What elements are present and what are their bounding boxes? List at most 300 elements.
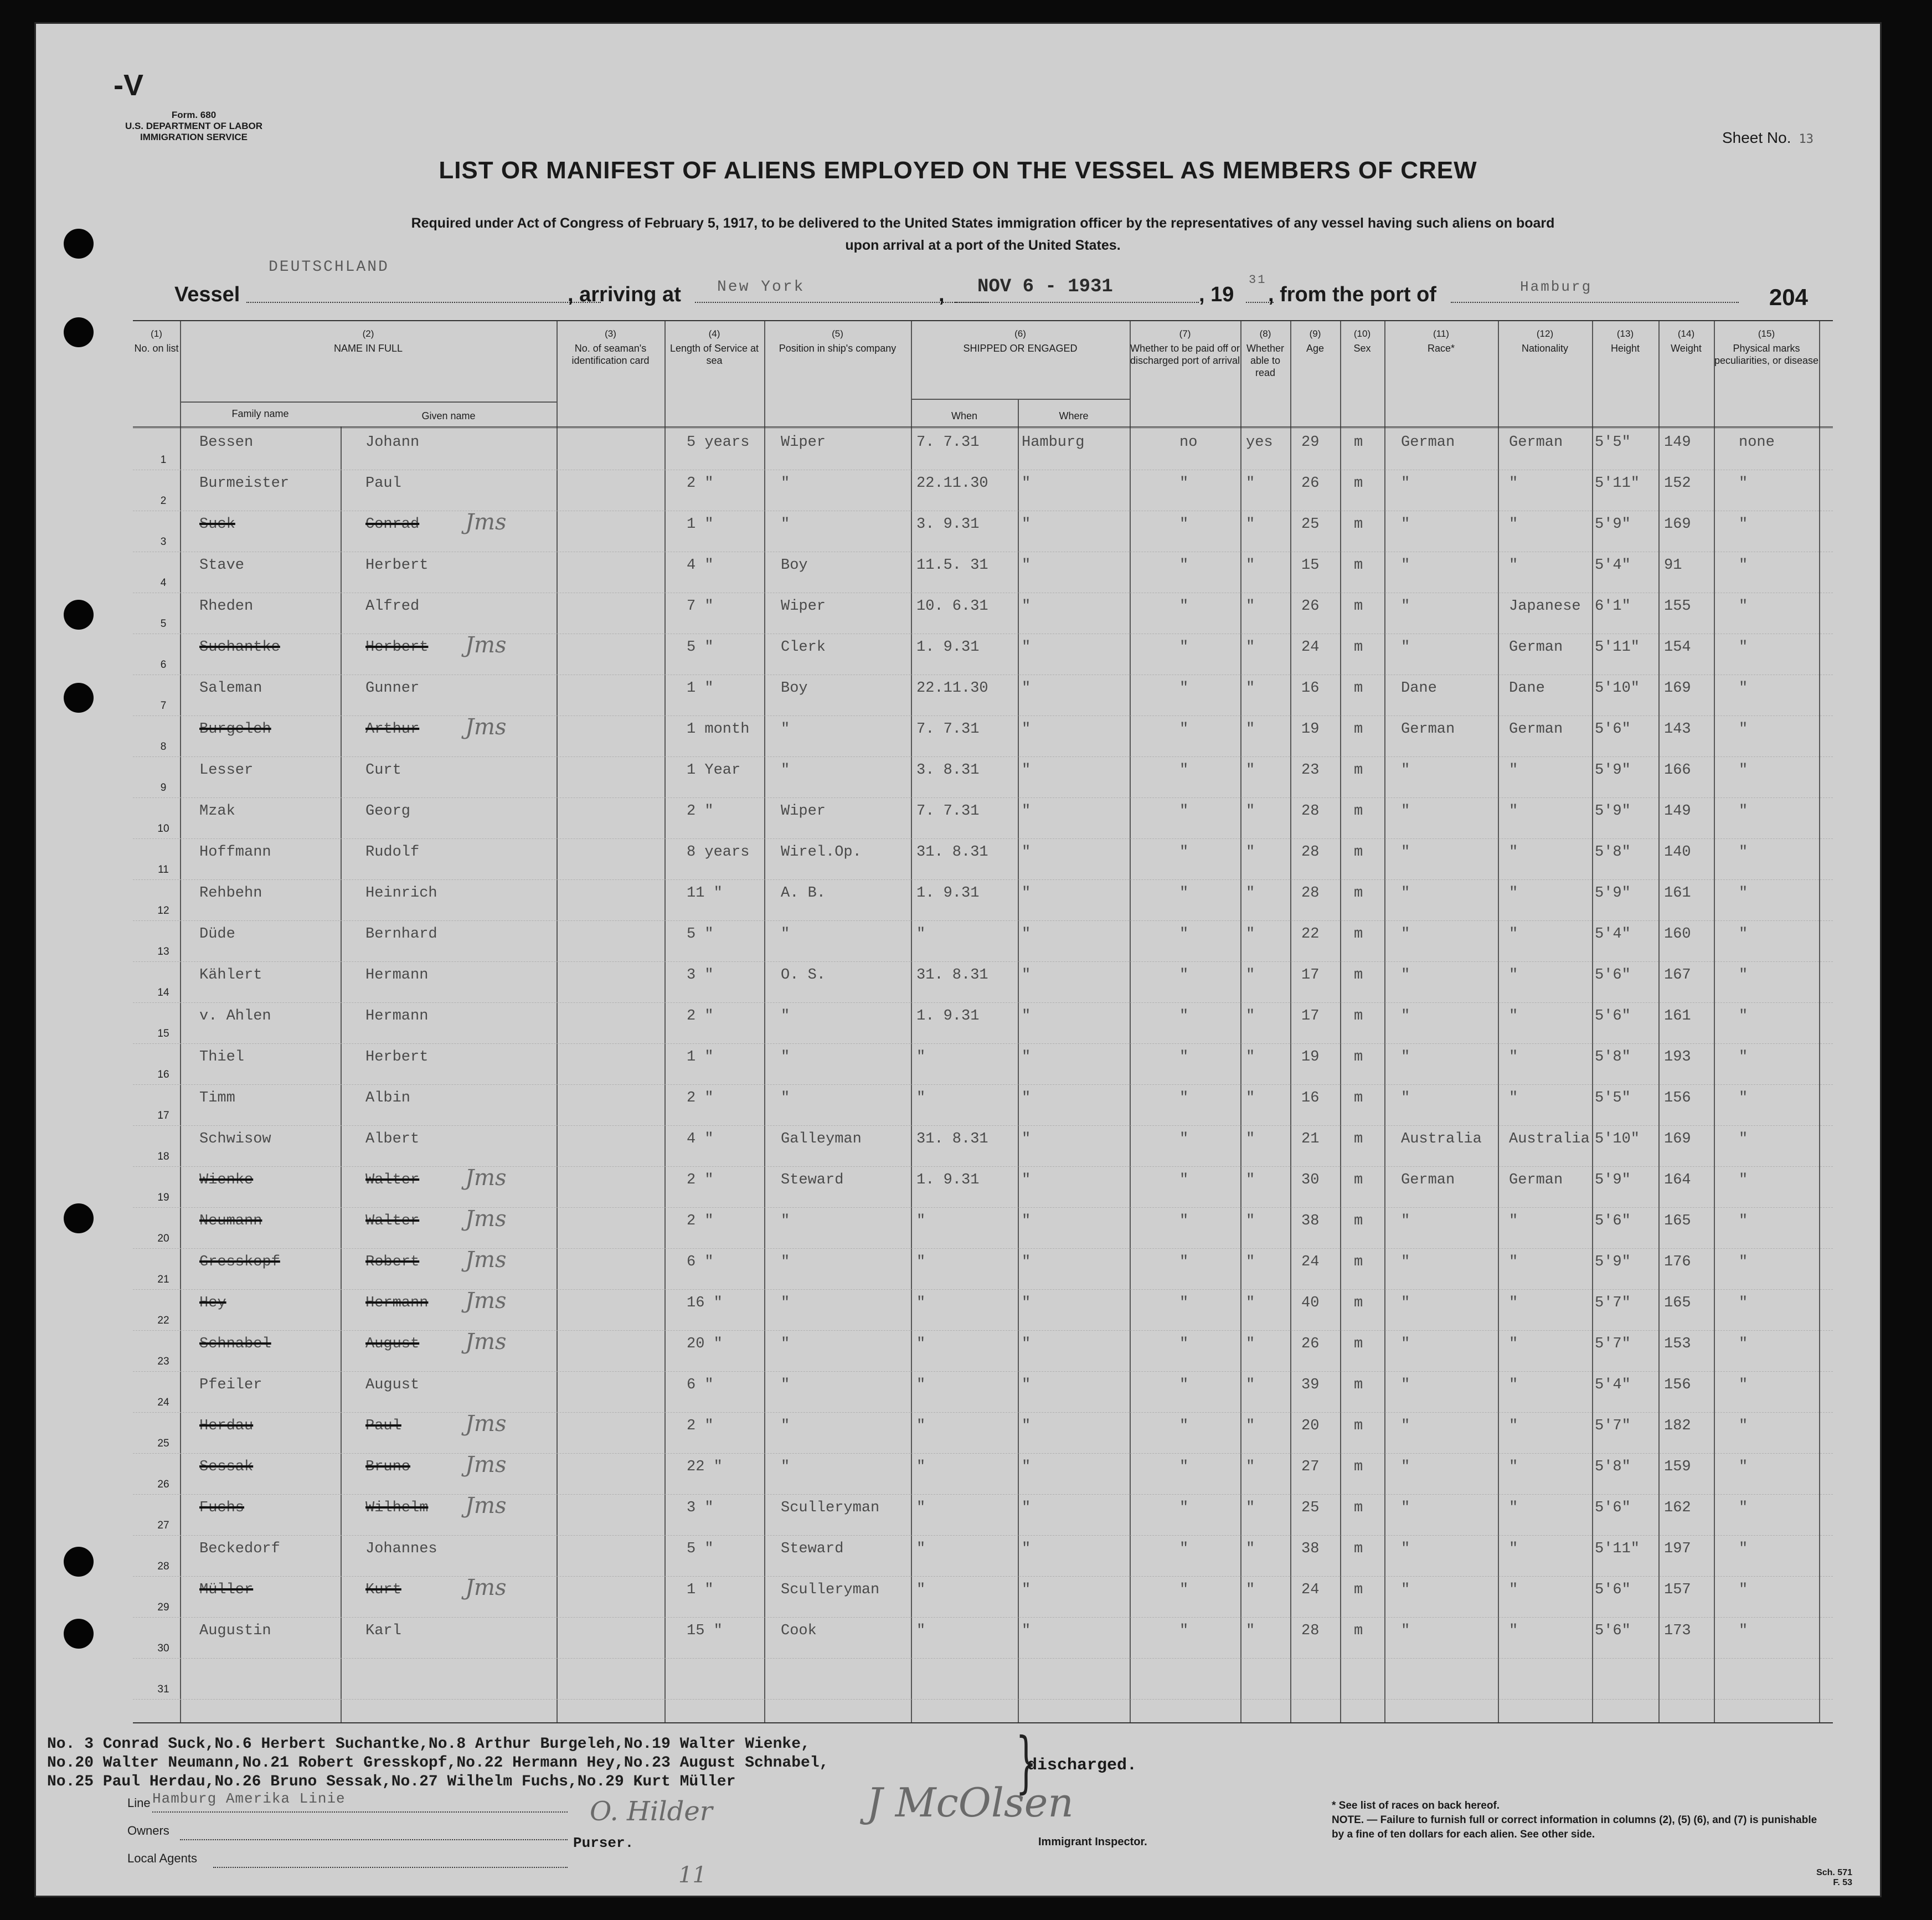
- owners-label: Owners: [127, 1824, 169, 1837]
- cell-age: 30: [1301, 1172, 1320, 1188]
- cell-height: 5'4": [1595, 926, 1631, 943]
- cell-paid-off: ": [1179, 1131, 1189, 1147]
- handwritten-mark: Jms: [465, 1411, 507, 1437]
- agents-label: Local Agents: [127, 1851, 197, 1865]
- cell-shipped-where: ": [1022, 680, 1031, 697]
- cell-position: Sculleryman: [781, 1500, 880, 1516]
- column-divider: [180, 321, 181, 1722]
- cell-race: ": [1401, 762, 1410, 779]
- row-rule: [133, 797, 1833, 798]
- cell-race: ": [1401, 803, 1410, 820]
- schedule-number: Sch. 571 F. 53: [1816, 1868, 1852, 1887]
- cell-age: 26: [1301, 598, 1320, 615]
- cell-shipped-when: ": [916, 1295, 926, 1311]
- cell-family-name: Suchantke: [199, 639, 280, 656]
- cell-shipped-where: ": [1022, 762, 1031, 779]
- cell-race: ": [1401, 967, 1410, 984]
- cell-able-to-read: ": [1246, 1500, 1255, 1516]
- cell-shipped-when: ": [916, 1213, 926, 1229]
- cell-position: Wiper: [781, 434, 826, 451]
- column-divider: [1240, 321, 1241, 1722]
- header-position: (5) Position in ship's company: [779, 328, 897, 354]
- cell-given-name: Albert: [365, 1131, 420, 1147]
- cell-shipped-where: ": [1022, 516, 1031, 533]
- cell-length-of-service: 1 ": [687, 1049, 714, 1065]
- cell-paid-off: ": [1179, 1008, 1189, 1025]
- row-rule: [133, 1371, 1833, 1372]
- cell-age: 24: [1301, 639, 1320, 656]
- cell-sex: m: [1354, 475, 1363, 492]
- cell-length-of-service: 3 ": [687, 1500, 714, 1516]
- cell-shipped-where: ": [1022, 1377, 1031, 1393]
- cell-sex: m: [1354, 1418, 1363, 1434]
- cell-race: ": [1401, 1500, 1410, 1516]
- punch-hole: [64, 229, 94, 259]
- cell-age: 27: [1301, 1459, 1320, 1475]
- cell-sex: m: [1354, 1459, 1363, 1475]
- cell-able-to-read: ": [1246, 1582, 1255, 1598]
- cell-physical-marks: ": [1739, 1213, 1748, 1229]
- cell-family-name: Pfeiler: [199, 1377, 262, 1393]
- cell-shipped-when: ": [916, 1254, 926, 1270]
- cell-weight: 153: [1664, 1336, 1691, 1352]
- page-title: LIST OR MANIFEST OF ALIENS EMPLOYED ON THE VESSEL AS MEMBERS OF CREW: [439, 157, 1477, 184]
- row-rule: [133, 1289, 1833, 1290]
- column-divider: [1592, 321, 1593, 1722]
- cell-shipped-where: ": [1022, 475, 1031, 492]
- cell-length-of-service: 11 ": [687, 885, 723, 902]
- cell-position: ": [781, 1008, 790, 1025]
- row-number: 7: [160, 700, 167, 712]
- header-rule: [133, 426, 1833, 428]
- cell-race: ": [1401, 844, 1410, 861]
- cell-race: ": [1401, 639, 1410, 656]
- discharged-line-3: No.25 Paul Herdau,No.26 Bruno Sessak,No.27 Wilhelm Fuchs,No.29 Kurt Müller: [47, 1773, 736, 1790]
- dotted-line: [1451, 302, 1739, 303]
- handwritten-mark: Jms: [465, 714, 507, 740]
- cell-shipped-where: ": [1022, 1008, 1031, 1025]
- row-number: 8: [160, 741, 167, 753]
- cell-given-name: Hermann: [365, 1295, 429, 1311]
- cell-weight: 154: [1664, 639, 1691, 656]
- cell-height: 5'9": [1595, 1172, 1631, 1188]
- row-number: 14: [157, 987, 169, 998]
- cell-position: ": [781, 762, 790, 779]
- cell-race: ": [1401, 1295, 1410, 1311]
- cell-length-of-service: 1 ": [687, 1582, 714, 1598]
- cell-race: ": [1401, 1254, 1410, 1270]
- dotted-line: [180, 1839, 568, 1840]
- cell-nationality: ": [1509, 844, 1518, 861]
- cell-shipped-when: 11.5. 31: [916, 557, 988, 574]
- cell-shipped-where: Hamburg: [1022, 434, 1085, 451]
- cell-weight: 176: [1664, 1254, 1691, 1270]
- row-number: 28: [157, 1561, 169, 1572]
- vessel-line: [169, 259, 1775, 312]
- cell-given-name: Curt: [365, 762, 401, 779]
- cell-shipped-when: 31. 8.31: [916, 967, 988, 984]
- cell-paid-off: ": [1179, 1418, 1189, 1434]
- cell-able-to-read: ": [1246, 1336, 1255, 1352]
- cell-sex: m: [1354, 1049, 1363, 1065]
- from-label: , from the port of: [1268, 283, 1436, 306]
- note: [1332, 1799, 1830, 1842]
- cell-given-name: Karl: [365, 1623, 401, 1639]
- cell-length-of-service: 2 ": [687, 1008, 714, 1025]
- cell-sex: m: [1354, 926, 1363, 943]
- cell-physical-marks: ": [1739, 1541, 1748, 1557]
- cell-able-to-read: ": [1246, 1131, 1255, 1147]
- cell-paid-off: ": [1179, 803, 1189, 820]
- cell-shipped-where: ": [1022, 1623, 1031, 1639]
- row-rule: [133, 1494, 1833, 1495]
- cell-physical-marks: ": [1739, 1377, 1748, 1393]
- cell-nationality: ": [1509, 1377, 1518, 1393]
- punch-hole: [64, 1547, 94, 1577]
- handwritten-mark: Jms: [465, 1165, 507, 1191]
- cell-able-to-read: ": [1246, 1008, 1255, 1025]
- cell-nationality: ": [1509, 926, 1518, 943]
- cell-height: 5'10": [1595, 1131, 1640, 1147]
- arriving-label: , arriving at: [568, 283, 681, 306]
- row-number: 9: [160, 782, 167, 794]
- punch-hole: [64, 1619, 94, 1649]
- cell-able-to-read: ": [1246, 1418, 1255, 1434]
- cell-race: ": [1401, 1418, 1410, 1434]
- column-divider: [1340, 321, 1341, 1722]
- cell-weight: 169: [1664, 1131, 1691, 1147]
- cell-nationality: Australia: [1509, 1131, 1590, 1147]
- cell-family-name: Kählert: [199, 967, 262, 984]
- cell-age: 28: [1301, 803, 1320, 820]
- handwritten-mark: Jms: [465, 509, 507, 535]
- row-rule: [133, 1166, 1833, 1167]
- cell-shipped-when: 7. 7.31: [916, 803, 980, 820]
- cell-length-of-service: 6 ": [687, 1377, 714, 1393]
- cell-race: ": [1401, 926, 1410, 943]
- line-label: Line: [127, 1796, 151, 1810]
- cell-age: 16: [1301, 1090, 1320, 1106]
- cell-position: ": [781, 1295, 790, 1311]
- cell-length-of-service: 1 ": [687, 680, 714, 697]
- cell-family-name: Neumann: [199, 1213, 262, 1229]
- cell-height: 5'10": [1595, 680, 1640, 697]
- cell-paid-off: ": [1179, 598, 1189, 615]
- cell-length-of-service: 6 ": [687, 1254, 714, 1270]
- cell-shipped-where: ": [1022, 803, 1031, 820]
- row-rule: [133, 1125, 1833, 1126]
- cell-age: 16: [1301, 680, 1320, 697]
- row-number: 6: [160, 659, 167, 671]
- cell-shipped-where: ": [1022, 1459, 1031, 1475]
- subtitle: [274, 212, 1692, 256]
- header-height: (13) Height: [1610, 328, 1640, 354]
- cell-age: 39: [1301, 1377, 1320, 1393]
- cell-able-to-read: ": [1246, 680, 1255, 697]
- cell-given-name: Johannes: [365, 1541, 437, 1557]
- crew-table: [133, 320, 1833, 1723]
- punch-hole: [64, 317, 94, 347]
- manifest-sheet: [34, 22, 1882, 1897]
- cell-given-name: Heinrich: [365, 885, 437, 902]
- cell-race: ": [1401, 1377, 1410, 1393]
- cell-nationality: ": [1509, 1090, 1518, 1106]
- cell-race: ": [1401, 1623, 1410, 1639]
- cell-age: 21: [1301, 1131, 1320, 1147]
- cell-weight: 169: [1664, 680, 1691, 697]
- cell-height: 5'5": [1595, 1090, 1631, 1106]
- cell-shipped-where: ": [1022, 1500, 1031, 1516]
- cell-paid-off: ": [1179, 1500, 1189, 1516]
- page-number: 204: [1769, 284, 1808, 310]
- handwritten-mark: Jms: [465, 1329, 507, 1355]
- row-number: 23: [157, 1356, 169, 1367]
- cell-paid-off: ": [1179, 639, 1189, 656]
- punch-hole: [64, 1203, 94, 1233]
- cell-age: 26: [1301, 475, 1320, 492]
- cell-nationality: German: [1509, 434, 1563, 451]
- cell-physical-marks: ": [1739, 762, 1748, 779]
- header-paid-off: (7) Whether to be paid off or discharged port of arrival: [1130, 328, 1240, 366]
- cell-physical-marks: ": [1739, 1582, 1748, 1598]
- cell-shipped-when: ": [916, 1049, 926, 1065]
- sheet-number: [1722, 129, 1813, 147]
- row-rule: [133, 1453, 1833, 1454]
- subtitle-line-2: upon arrival at a port of the United States.: [845, 238, 1121, 253]
- cell-weight: 165: [1664, 1213, 1691, 1229]
- cell-able-to-read: ": [1246, 1377, 1255, 1393]
- row-number: 20: [157, 1233, 169, 1244]
- cell-given-name: Robert: [365, 1254, 420, 1270]
- cell-age: 26: [1301, 1336, 1320, 1352]
- cell-height: 5'8": [1595, 1049, 1631, 1065]
- cell-age: 17: [1301, 1008, 1320, 1025]
- cell-height: 5'11": [1595, 639, 1640, 656]
- row-number: 26: [157, 1479, 169, 1490]
- cell-position: Wiper: [781, 803, 826, 820]
- cell-race: German: [1401, 434, 1455, 451]
- cell-race: German: [1401, 1172, 1455, 1188]
- cell-nationality: ": [1509, 1418, 1518, 1434]
- cell-able-to-read: ": [1246, 1213, 1255, 1229]
- cell-given-name: Albin: [365, 1090, 411, 1106]
- cell-race: Australia: [1401, 1131, 1482, 1147]
- column-divider: [1819, 321, 1820, 1722]
- cell-nationality: ": [1509, 1459, 1518, 1475]
- cell-shipped-where: ": [1022, 1541, 1031, 1557]
- cell-length-of-service: 2 ": [687, 1090, 714, 1106]
- cell-paid-off: ": [1179, 1336, 1189, 1352]
- sheet-value: 13: [1799, 132, 1813, 146]
- cell-nationality: ": [1509, 475, 1518, 492]
- cell-race: ": [1401, 516, 1410, 533]
- service: IMMIGRATION SERVICE: [140, 132, 248, 142]
- cell-paid-off: ": [1179, 885, 1189, 902]
- cell-given-name: Walter: [365, 1213, 420, 1229]
- cell-able-to-read: ": [1246, 1459, 1255, 1475]
- cell-paid-off: ": [1179, 1582, 1189, 1598]
- cell-able-to-read: ": [1246, 557, 1255, 574]
- cell-weight: 149: [1664, 434, 1691, 451]
- cell-given-name: August: [365, 1377, 420, 1393]
- cell-paid-off: no: [1179, 434, 1198, 451]
- cell-age: 24: [1301, 1582, 1320, 1598]
- cell-physical-marks: ": [1739, 598, 1748, 615]
- cell-family-name: Herdau: [199, 1418, 254, 1434]
- cell-physical-marks: none: [1739, 434, 1775, 451]
- row-number: 30: [157, 1643, 169, 1654]
- form-number: Form. 680: [171, 110, 217, 120]
- cell-nationality: German: [1509, 721, 1563, 738]
- cell-position: ": [781, 721, 790, 738]
- cell-given-name: August: [365, 1336, 420, 1352]
- cell-nationality: ": [1509, 967, 1518, 984]
- subtitle-line-1: Required under Act of Congress of February 5, 1917, to be delivered to the United States immigration officer by the representatives of any vessel having such aliens on board: [411, 215, 1555, 231]
- cell-nationality: Japanese: [1509, 598, 1581, 615]
- cell-nationality: German: [1509, 1172, 1563, 1188]
- cell-length-of-service: 20 ": [687, 1336, 723, 1352]
- cell-shipped-when: ": [916, 1377, 926, 1393]
- cell-weight: 156: [1664, 1377, 1691, 1393]
- punch-hole: [64, 683, 94, 713]
- year-label: , 19: [1199, 283, 1234, 306]
- cell-age: 28: [1301, 1623, 1320, 1639]
- row-rule: [133, 920, 1833, 921]
- cell-position: Steward: [781, 1172, 844, 1188]
- dotted-line: [246, 302, 601, 303]
- row-number: 16: [157, 1069, 169, 1080]
- row-number: 10: [157, 823, 169, 835]
- cell-physical-marks: ": [1739, 475, 1748, 492]
- sheet-label: Sheet No.: [1722, 129, 1791, 146]
- punch-hole: [64, 600, 94, 630]
- cell-height: 5'6": [1595, 967, 1631, 984]
- cell-age: 20: [1301, 1418, 1320, 1434]
- header-age: (9) Age: [1306, 328, 1325, 354]
- cell-sex: m: [1354, 557, 1363, 574]
- header-physical-marks: (15) Physical marks peculiarities, or disease: [1714, 328, 1819, 366]
- cell-given-name: Georg: [365, 803, 411, 820]
- cell-nationality: ": [1509, 557, 1518, 574]
- cell-weight: 182: [1664, 1418, 1691, 1434]
- row-rule: [133, 1576, 1833, 1577]
- cell-position: ": [781, 1418, 790, 1434]
- cell-race: Dane: [1401, 680, 1437, 697]
- cell-family-name: v. Ahlen: [199, 1008, 271, 1025]
- cell-length-of-service: 15 ": [687, 1623, 723, 1639]
- cell-sex: m: [1354, 844, 1363, 861]
- pencil-mark: 11: [678, 1862, 707, 1888]
- cell-given-name: Hermann: [365, 967, 429, 984]
- cell-sex: m: [1354, 885, 1363, 902]
- cell-shipped-when: ": [916, 1623, 926, 1639]
- handwritten-mark: Jms: [465, 632, 507, 658]
- cell-position: Clerk: [781, 639, 826, 656]
- department: U.S. DEPARTMENT OF LABOR: [125, 121, 263, 131]
- column-divider: [1130, 321, 1131, 1722]
- header-weight: (14) Weight: [1671, 328, 1702, 354]
- cell-length-of-service: 5 ": [687, 639, 714, 656]
- cell-shipped-where: ": [1022, 1131, 1031, 1147]
- column-divider: [764, 321, 765, 1722]
- cell-age: 40: [1301, 1295, 1320, 1311]
- date-stamp: NOV 6 - 1931: [977, 276, 1113, 297]
- cell-height: 5'8": [1595, 1459, 1631, 1475]
- cell-height: 5'9": [1595, 1254, 1631, 1270]
- row-number: 2: [160, 495, 167, 507]
- brace: }: [1016, 1724, 1037, 1801]
- cell-length-of-service: 2 ": [687, 1213, 714, 1229]
- shipped-subheader-rule: [911, 399, 1130, 400]
- cell-weight: 162: [1664, 1500, 1691, 1516]
- row-rule: [133, 1617, 1833, 1618]
- row-rule: [133, 1699, 1833, 1700]
- cell-weight: 152: [1664, 475, 1691, 492]
- cell-sex: m: [1354, 639, 1363, 656]
- cell-given-name: Herbert: [365, 639, 429, 656]
- cell-family-name: Hey: [199, 1295, 226, 1311]
- cell-shipped-where: ": [1022, 721, 1031, 738]
- cell-family-name: Rehbehn: [199, 885, 262, 902]
- cell-length-of-service: 1 ": [687, 516, 714, 533]
- cell-weight: 149: [1664, 803, 1691, 820]
- cell-race: ": [1401, 1090, 1410, 1106]
- cell-paid-off: ": [1179, 1623, 1189, 1639]
- cell-shipped-when: 1. 9.31: [916, 639, 980, 656]
- cell-paid-off: ": [1179, 762, 1189, 779]
- cell-sex: m: [1354, 1336, 1363, 1352]
- cell-position: O. S.: [781, 967, 826, 984]
- cell-length-of-service: 5 ": [687, 926, 714, 943]
- header-id-card: (3) No. of seaman's identification card: [571, 328, 650, 366]
- handwritten-mark: Jms: [465, 1247, 507, 1273]
- cell-able-to-read: ": [1246, 885, 1255, 902]
- cell-shipped-where: ": [1022, 1090, 1031, 1106]
- cell-sex: m: [1354, 1090, 1363, 1106]
- cell-shipped-where: ": [1022, 1254, 1031, 1270]
- cell-shipped-when: 1. 9.31: [916, 1008, 980, 1025]
- cell-position: Cook: [781, 1623, 817, 1639]
- row-rule: [133, 1084, 1833, 1085]
- discharged-label: discharged.: [1027, 1756, 1137, 1775]
- dotted-line: [213, 1867, 568, 1868]
- cell-given-name: Conrad: [365, 516, 420, 533]
- row-number: 15: [157, 1028, 169, 1039]
- cell-family-name: Fuchs: [199, 1500, 245, 1516]
- row-rule: [133, 1535, 1833, 1536]
- cell-weight: 143: [1664, 721, 1691, 738]
- note-fine: NOTE. — Failure to furnish full or correct information in columns (2), (5) (6), and (7) is punishable by a fine of ten dollars for each alien. See other side.: [1332, 1814, 1817, 1840]
- cell-shipped-when: 7. 7.31: [916, 434, 980, 451]
- cell-paid-off: ": [1179, 967, 1189, 984]
- header-race: (11) Race*: [1427, 328, 1455, 354]
- cell-age: 17: [1301, 967, 1320, 984]
- cell-nationality: ": [1509, 1295, 1518, 1311]
- cell-able-to-read: ": [1246, 1172, 1255, 1188]
- cell-position: A. B.: [781, 885, 826, 902]
- cell-position: ": [781, 475, 790, 492]
- cell-age: 23: [1301, 762, 1320, 779]
- cell-height: 5'9": [1595, 885, 1631, 902]
- cell-physical-marks: ": [1739, 1172, 1748, 1188]
- header-given-name: Given name: [421, 410, 476, 421]
- cell-physical-marks: ": [1739, 1295, 1748, 1311]
- cell-paid-off: ": [1179, 1049, 1189, 1065]
- handwritten-mark: Jms: [465, 1575, 507, 1600]
- cell-sex: m: [1354, 1213, 1363, 1229]
- cell-paid-off: ": [1179, 844, 1189, 861]
- cell-nationality: ": [1509, 1500, 1518, 1516]
